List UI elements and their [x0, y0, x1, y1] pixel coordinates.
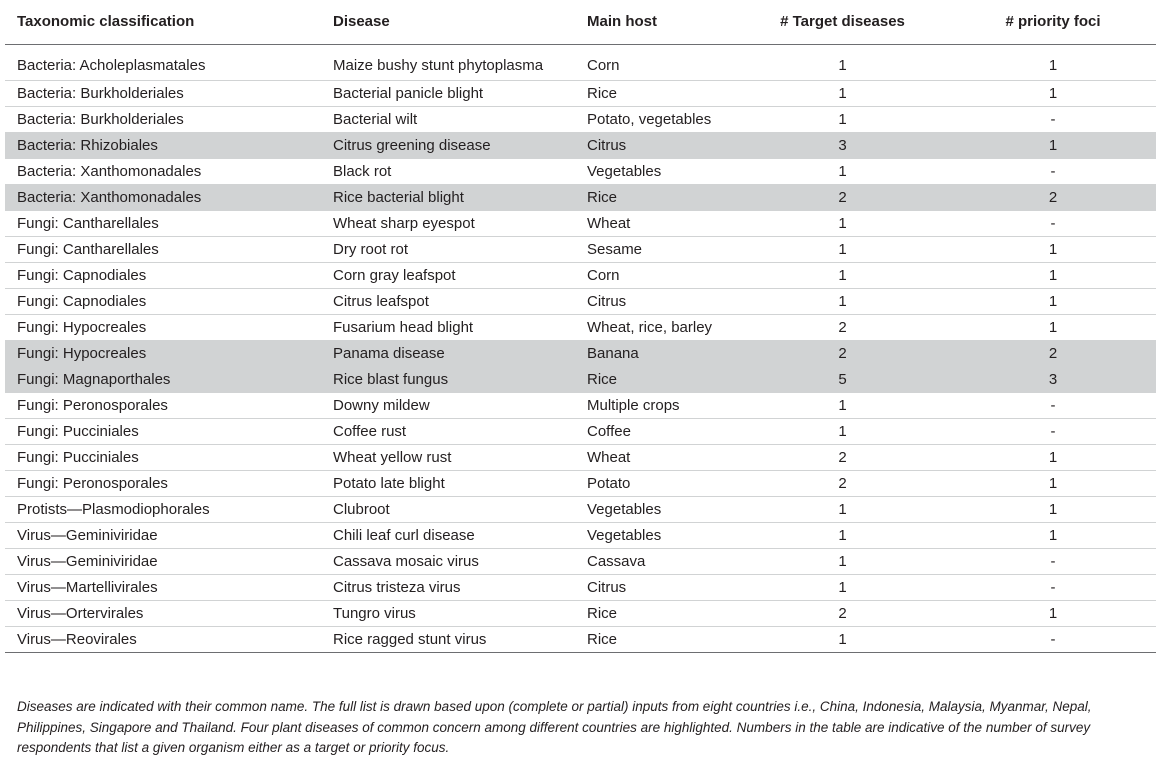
- cell-main-host: Rice: [587, 604, 618, 622]
- cell-priority-foci: 1: [1048, 56, 1058, 74]
- cell-taxonomic-classification: Bacteria: Xanthomonadales: [17, 162, 202, 180]
- cell-taxonomic-classification: Fungi: Cantharellales: [17, 214, 159, 232]
- cell-priority-foci: 1: [1048, 604, 1058, 622]
- table-row: [5, 314, 1156, 340]
- cell-target-diseases: 2: [838, 344, 847, 362]
- cell-priority-foci: 2: [1048, 344, 1058, 362]
- cell-taxonomic-classification: Fungi: Pucciniales: [17, 422, 139, 440]
- cell-priority-foci: -: [1050, 552, 1056, 570]
- cell-target-diseases: 1: [838, 292, 847, 310]
- table-row: [5, 444, 1156, 470]
- cell-disease: Maize bushy stunt phytoplasma: [333, 56, 544, 74]
- cell-target-diseases: 1: [838, 526, 847, 544]
- cell-disease: Tungro virus: [333, 604, 416, 622]
- table-row: [5, 366, 1156, 392]
- cell-taxonomic-classification: Virus—Reovirales: [17, 630, 137, 648]
- cell-target-diseases: 1: [838, 162, 847, 180]
- table-row: [5, 392, 1156, 418]
- cell-taxonomic-classification: Virus—Ortervirales: [17, 604, 144, 622]
- table-row: [5, 132, 1156, 158]
- table-row: [5, 106, 1156, 132]
- cell-disease: Panama disease: [333, 344, 445, 362]
- cell-disease: Potato late blight: [333, 474, 445, 492]
- cell-main-host: Rice: [587, 630, 618, 648]
- cell-taxonomic-classification: Bacteria: Xanthomonadales: [17, 188, 202, 206]
- cell-priority-foci: -: [1050, 396, 1056, 414]
- cell-target-diseases: 1: [838, 110, 847, 128]
- table-row: [5, 340, 1156, 366]
- cell-taxonomic-classification: Bacteria: Burkholderiales: [17, 84, 184, 102]
- cell-target-diseases: 2: [838, 448, 847, 466]
- cell-disease: Cassava mosaic virus: [333, 552, 479, 570]
- cell-priority-foci: 1: [1048, 500, 1058, 518]
- cell-disease: Bacterial wilt: [333, 110, 418, 128]
- cell-taxonomic-classification: Virus—Martellivirales: [17, 578, 158, 596]
- cell-main-host: Coffee: [587, 422, 631, 440]
- table-row: [5, 210, 1156, 236]
- cell-target-diseases: 1: [838, 266, 847, 284]
- cell-target-diseases: 1: [838, 630, 847, 648]
- cell-priority-foci: 2: [1048, 188, 1058, 206]
- table-row: [5, 600, 1156, 626]
- cell-disease: Rice ragged stunt virus: [333, 630, 487, 648]
- table-row: [5, 574, 1156, 600]
- cell-target-diseases: 2: [838, 604, 847, 622]
- cell-target-diseases: 1: [838, 214, 847, 232]
- cell-taxonomic-classification: Bacteria: Burkholderiales: [17, 110, 184, 128]
- cell-target-diseases: 1: [838, 552, 847, 570]
- cell-taxonomic-classification: Fungi: Magnaporthales: [17, 370, 171, 388]
- table-row: [5, 626, 1156, 652]
- header-disease: Disease: [333, 13, 390, 30]
- cell-main-host: Rice: [587, 370, 618, 388]
- table-row: [5, 236, 1156, 262]
- cell-priority-foci: 1: [1048, 240, 1058, 258]
- cell-target-diseases: 1: [838, 84, 847, 102]
- cell-main-host: Banana: [587, 344, 639, 362]
- cell-disease: Coffee rust: [333, 422, 407, 440]
- cell-taxonomic-classification: Fungi: Cantharellales: [17, 240, 159, 258]
- cell-taxonomic-classification: Fungi: Capnodiales: [17, 266, 147, 284]
- cell-target-diseases: 2: [838, 188, 847, 206]
- cell-disease: Citrus greening disease: [333, 136, 491, 154]
- cell-priority-foci: 1: [1048, 292, 1058, 310]
- cell-priority-foci: 1: [1048, 474, 1058, 492]
- table-row: [5, 522, 1156, 548]
- cell-priority-foci: 3: [1048, 370, 1058, 388]
- cell-target-diseases: 1: [838, 240, 847, 258]
- cell-taxonomic-classification: Fungi: Hypocreales: [17, 318, 147, 336]
- cell-priority-foci: -: [1050, 630, 1056, 648]
- header-row: [5, 6, 1156, 44]
- cell-main-host: Potato: [587, 474, 631, 492]
- cell-main-host: Potato, vegetables: [587, 110, 712, 128]
- cell-disease: Corn gray leafspot: [333, 266, 456, 284]
- cell-main-host: Corn: [587, 266, 620, 284]
- cell-main-host: Cassava: [587, 552, 646, 570]
- header-taxonomic-classification: Taxonomic classification: [17, 13, 195, 30]
- cell-target-diseases: 5: [838, 370, 847, 388]
- cell-priority-foci: 1: [1048, 136, 1058, 154]
- cell-target-diseases: 1: [838, 422, 847, 440]
- cell-target-diseases: 2: [838, 318, 847, 336]
- cell-main-host: Corn: [587, 56, 620, 74]
- cell-disease: Bacterial panicle blight: [333, 84, 484, 102]
- cell-main-host: Sesame: [587, 240, 643, 258]
- cell-target-diseases: 1: [838, 500, 847, 518]
- cell-disease: Wheat sharp eyespot: [333, 214, 475, 232]
- header-priority-foci: # priority foci: [1005, 13, 1101, 30]
- cell-disease: Downy mildew: [333, 396, 430, 414]
- cell-priority-foci: -: [1050, 110, 1056, 128]
- table-row: [5, 288, 1156, 314]
- cell-main-host: Rice: [587, 84, 618, 102]
- cell-main-host: Citrus: [587, 292, 627, 310]
- cell-priority-foci: 1: [1048, 448, 1058, 466]
- cell-disease: Wheat yellow rust: [333, 448, 452, 466]
- cell-target-diseases: 1: [838, 578, 847, 596]
- cell-priority-foci: 1: [1048, 84, 1058, 102]
- table-body: [5, 44, 1156, 652]
- cell-disease: Black rot: [333, 162, 392, 180]
- cell-taxonomic-classification: Protists—Plasmodiophorales: [17, 500, 210, 518]
- table-row: [5, 418, 1156, 444]
- cell-main-host: Vegetables: [587, 500, 662, 518]
- cell-priority-foci: 1: [1048, 526, 1058, 544]
- cell-disease: Chili leaf curl disease: [333, 526, 475, 544]
- cell-disease: Dry root rot: [333, 240, 409, 258]
- cell-priority-foci: -: [1050, 578, 1056, 596]
- cell-taxonomic-classification: Virus—Geminiviridae: [17, 552, 158, 570]
- table-row: [5, 496, 1156, 522]
- cell-priority-foci: -: [1050, 422, 1056, 440]
- cell-main-host: Wheat: [587, 214, 631, 232]
- cell-priority-foci: -: [1050, 162, 1056, 180]
- cell-disease: Fusarium head blight: [333, 318, 474, 336]
- table-row: [5, 548, 1156, 574]
- disease-table: [5, 6, 1156, 653]
- cell-target-diseases: 3: [838, 136, 847, 154]
- table-header: [5, 6, 1156, 44]
- cell-taxonomic-classification: Fungi: Hypocreales: [17, 344, 147, 362]
- cell-main-host: Citrus: [587, 578, 627, 596]
- cell-taxonomic-classification: Bacteria: Rhizobiales: [17, 136, 158, 154]
- cell-disease: Clubroot: [333, 500, 390, 518]
- table-row: [5, 80, 1156, 106]
- cell-taxonomic-classification: Fungi: Capnodiales: [17, 292, 147, 310]
- cell-taxonomic-classification: Fungi: Pucciniales: [17, 448, 139, 466]
- cell-disease: Citrus tristeza virus: [333, 578, 461, 596]
- cell-priority-foci: -: [1050, 214, 1056, 232]
- cell-main-host: Wheat: [587, 448, 631, 466]
- cell-taxonomic-classification: Fungi: Peronosporales: [17, 396, 168, 414]
- cell-priority-foci: 1: [1048, 266, 1058, 284]
- cell-target-diseases: 2: [838, 474, 847, 492]
- cell-main-host: Vegetables: [587, 526, 662, 544]
- table-row: [5, 158, 1156, 184]
- cell-disease: Rice bacterial blight: [333, 188, 464, 206]
- cell-priority-foci: 1: [1048, 318, 1058, 336]
- cell-main-host: Rice: [587, 188, 618, 206]
- table-row: [5, 184, 1156, 210]
- cell-target-diseases: 1: [838, 396, 847, 414]
- table-row: [5, 44, 1156, 80]
- cell-main-host: Citrus: [587, 136, 627, 154]
- cell-taxonomic-classification: Bacteria: Acholeplasmatales: [17, 56, 206, 74]
- header-main-host: Main host: [587, 13, 657, 30]
- cell-main-host: Vegetables: [587, 162, 662, 180]
- cell-taxonomic-classification: Fungi: Peronosporales: [17, 474, 168, 492]
- table-footnote: Diseases are indicated with their common name. The full list is drawn based upon (complete or partial) inputs from eight countries i.e., China, Indonesia, Malaysia, Myanmar, Nepal, Philippines, Singapore and Thailand. Four plant diseases of common concern among different countries are highlighted. Numbers in the table are indicative of the number of survey respondents that list a given organism either as a target or priority focus.: [17, 699, 1092, 755]
- cell-main-host: Multiple crops: [587, 396, 680, 414]
- table-row: [5, 262, 1156, 288]
- cell-target-diseases: 1: [838, 56, 847, 74]
- cell-taxonomic-classification: Virus—Geminiviridae: [17, 526, 158, 544]
- cell-disease: Rice blast fungus: [333, 370, 449, 388]
- cell-disease: Citrus leafspot: [333, 292, 429, 310]
- header-target-diseases: # Target diseases: [780, 13, 905, 30]
- cell-main-host: Wheat, rice, barley: [587, 318, 713, 336]
- table-row: [5, 470, 1156, 496]
